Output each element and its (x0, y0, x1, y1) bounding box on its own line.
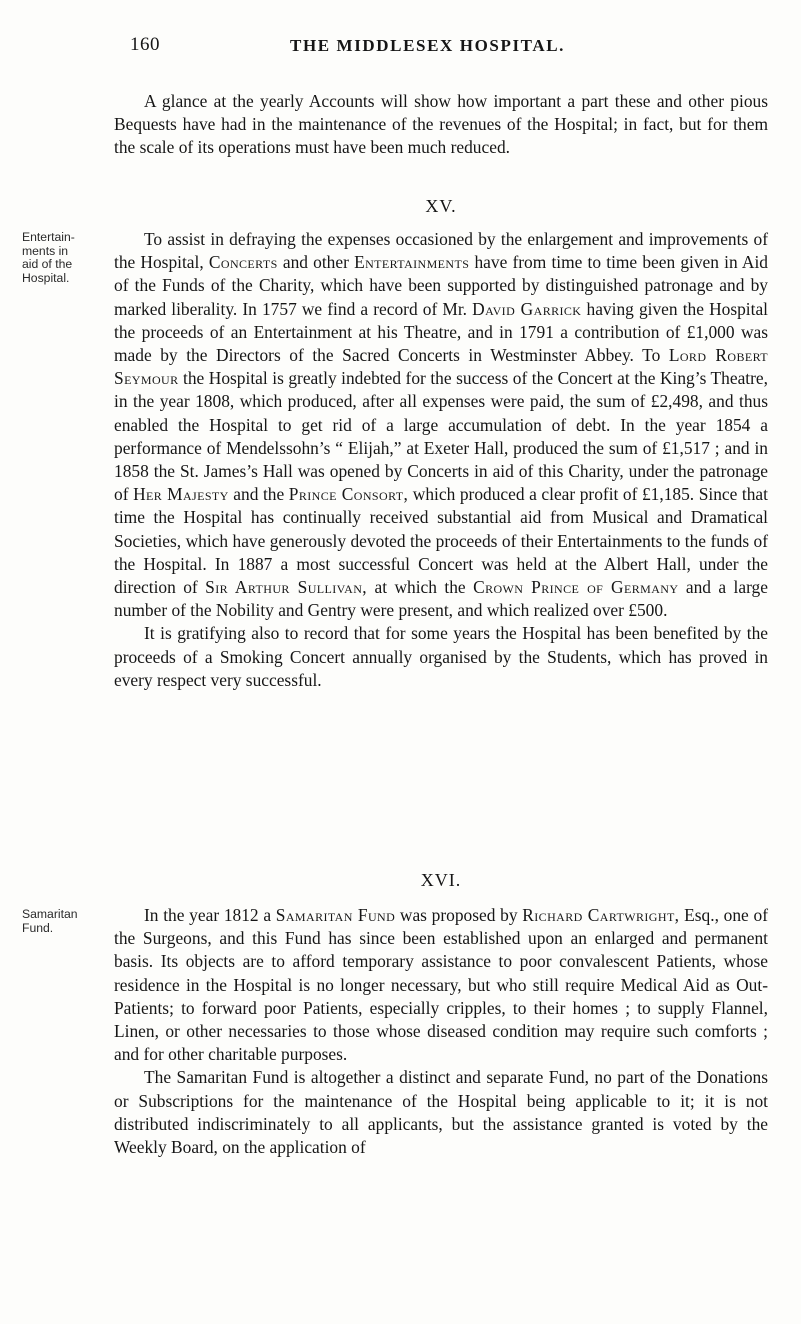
intro-paragraph-block (114, 90, 768, 160)
text-run: having given the Hospital the proceeds of an Entertainment at his Theatre, and in 1791 a contribution of £1,000 was made by the Directors of the Sacred Concerts in Westminster Abbey. To (114, 298, 768, 366)
text-run: have from time to time been given in Aid of the Funds of the Charity, which have been supported by distinguished patronage and by marked liberality. In 1757 we find a record of Mr. (114, 252, 768, 319)
text-run: and other (282, 252, 349, 273)
name-sir-arthur-sullivan: Sir Arthur Sullivan, (205, 577, 368, 598)
small-caps-concerts: Concerts (208, 252, 278, 273)
section-heading-xv: XV. (425, 196, 457, 216)
small-caps-samaritan-fund: Samaritan Fund (275, 905, 396, 925)
margin-note-line: aid of the (22, 257, 73, 272)
page-header (0, 28, 801, 68)
margin-note-line: Hospital. (22, 270, 70, 285)
section-xv-body (114, 228, 768, 692)
name-her-majesty: Her Majesty (133, 484, 229, 505)
name-crown-prince: Crown Prince of Germany (473, 577, 679, 598)
text-run: the Hospital is greatly indebted for the success of the Concert at the King’s Theatre, in the year 1808, which produced, after all expenses were paid, the sum of £2,498, and thus enabled the Hospital to get rid of a large accumulation of debt. In the year 1854 a performance of Mendelssohn’s “ Elijah,” at Exeter Hall, produced the sum of £1,517 ; and in 1858 the St. James’s Hall was opened by Concerts in aid of this Charity, under the patronage of (114, 368, 768, 505)
section-xvi-paragraph-2: The Samaritan Fund is altogether a distinct and separate Fund, no part of the Donations or Subscriptions for the maintenance of the Hospital being applicable to it; it is not distributed indiscriminately to all applicants, but the assistance granted is voted by the Weekly Board, on the application of (114, 1067, 768, 1158)
section-xvi-body (114, 904, 768, 1159)
section-heading-xvi: XVI. (420, 870, 462, 890)
section-xvi-paragraph-1 (114, 904, 768, 1066)
margin-note-entertainments (22, 231, 102, 285)
section-xv-paragraph-1 (114, 228, 768, 622)
text-run: which produced a clear profit of £1,185. Since that time the Hospital has continually received substantial aid from Musical and Dramatical Societies, which have generously devoted the proceeds of their Entertainments to the funds of the Hospital. In 1887 a most successful Concert was held at the Albert Hall, under the direction of (114, 484, 768, 598)
margin-note-samaritan-fund (22, 908, 102, 935)
name-david-garrick: David Garrick (472, 298, 582, 319)
section-xv-paragraph-2: It is gratifying also to record that for some years the Hospital has been benefited by the proceeds of a Smoking Concert annually organised by the Students, which has proved in every respect very successful. (114, 623, 768, 690)
text-run: and the (233, 484, 285, 505)
running-title: THE MIDDLESEX HOSPITAL. (290, 36, 566, 55)
text-run: at which the (374, 577, 466, 598)
small-caps-entertainments: Entertainments (354, 252, 470, 273)
page-number: 160 (130, 34, 160, 55)
name-lord-robert-seymour: Lord Robert Seymour (114, 345, 768, 389)
margin-note-line: ments in (22, 243, 69, 258)
margin-note-line: Samaritan (22, 907, 78, 921)
text-run: In the year 1812 a (144, 905, 272, 925)
name-richard-cartwright: Richard Cartwright, (522, 905, 680, 925)
intro-paragraph: A glance at the yearly Accounts will show how important a part these and other pious Bequests have had in the maintenance of the revenues of the Hospital; in fact, but for them the scale of its operations must have been much reduced. (114, 91, 768, 158)
text-run: To assist in defraying the expenses occasioned by the enlargement and improvements of the Hospital, (114, 229, 768, 273)
margin-note-line: Entertain- (22, 230, 75, 244)
name-prince-consort: Prince Consort, (288, 484, 409, 505)
text-run: and a large number of the Nobility and Gentry were present, and which realized over £500. (114, 577, 768, 621)
text-run: was proposed by (399, 905, 518, 925)
text-run: Esq., one of the Surgeons, and this Fund has since been established upon an enlarged and permanent basis. Its objects are to afford temporary assistance to poor convalescent Patients, whose residence in the Hospital is no longer necessary, but who still require Medical Aid as Out-Patients; to forward poor Patients, especially cripples, to their homes ; to supply Flannel, Linen, or other necessaries to those whose diseased condition may require such comforts ; and for other charitable purposes. (114, 905, 768, 1065)
margin-note-line: Fund. (22, 920, 54, 935)
